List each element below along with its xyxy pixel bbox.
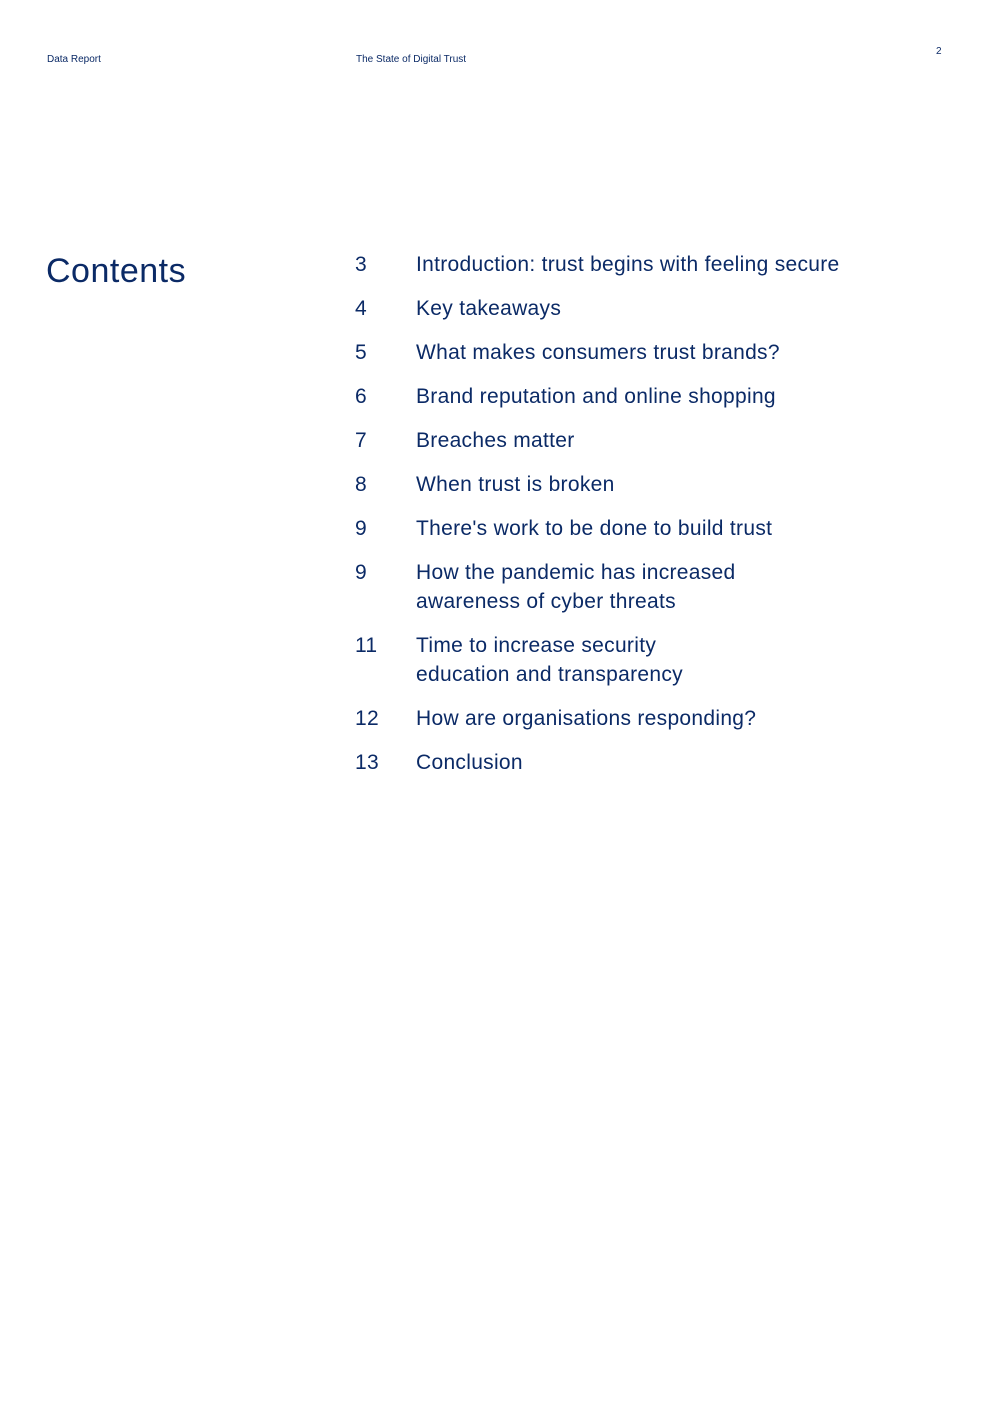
toc-entry-consumer-trust[interactable]: [355, 338, 955, 367]
toc-entry-title: When trust is broken: [416, 473, 615, 496]
header-doc-type: Data Report: [47, 54, 101, 65]
toc-page-number: 4: [355, 297, 367, 320]
toc-page-number: 3: [355, 253, 367, 276]
toc-entry-build-trust[interactable]: [355, 514, 955, 543]
table-of-contents: [355, 250, 955, 792]
toc-entry-title: What makes consumers trust brands?: [416, 341, 780, 364]
toc-entry-title: Key takeaways: [416, 297, 562, 320]
toc-page-number: 6: [355, 385, 367, 408]
contents-heading: Contents: [46, 252, 187, 290]
header-doc-title: The State of Digital Trust: [356, 54, 467, 65]
toc-entry-title: There's work to be done to build trust: [416, 517, 773, 540]
toc-entry-breaches-matter[interactable]: [355, 426, 955, 455]
toc-entry-conclusion[interactable]: [355, 748, 955, 777]
toc-page-number: 13: [355, 751, 379, 774]
toc-entry-title: Brand reputation and online shopping: [416, 385, 776, 408]
toc-entry-title: How are organisations responding?: [416, 707, 757, 730]
toc-entry-trust-broken[interactable]: [355, 470, 955, 499]
toc-page-number: 12: [355, 707, 379, 730]
toc-entry-title: Time to increase security education and transparency: [416, 634, 683, 686]
toc-entry-title: Breaches matter: [416, 429, 575, 452]
toc-page-number: 11: [355, 634, 378, 657]
toc-entry-brand-reputation[interactable]: [355, 382, 955, 411]
toc-page-number: 9: [355, 561, 367, 584]
toc-page-number: 5: [355, 341, 367, 364]
toc-page-number: 9: [355, 517, 367, 540]
toc-page-number: 7: [355, 429, 367, 452]
toc-entry-key-takeaways[interactable]: [355, 294, 955, 323]
toc-page-number: 8: [355, 473, 367, 496]
toc-entry-pandemic-awareness[interactable]: [355, 558, 955, 616]
toc-entry-title: Conclusion: [416, 751, 523, 774]
toc-entry-organisations-responding[interactable]: [355, 704, 955, 733]
toc-entry-security-education[interactable]: [355, 631, 955, 689]
page-number: 2: [936, 46, 942, 57]
toc-entry-introduction[interactable]: [355, 250, 955, 279]
toc-entry-title: Introduction: trust begins with feeling secure: [416, 253, 840, 276]
toc-entry-title: How the pandemic has increased awareness of cyber threats: [416, 561, 736, 613]
